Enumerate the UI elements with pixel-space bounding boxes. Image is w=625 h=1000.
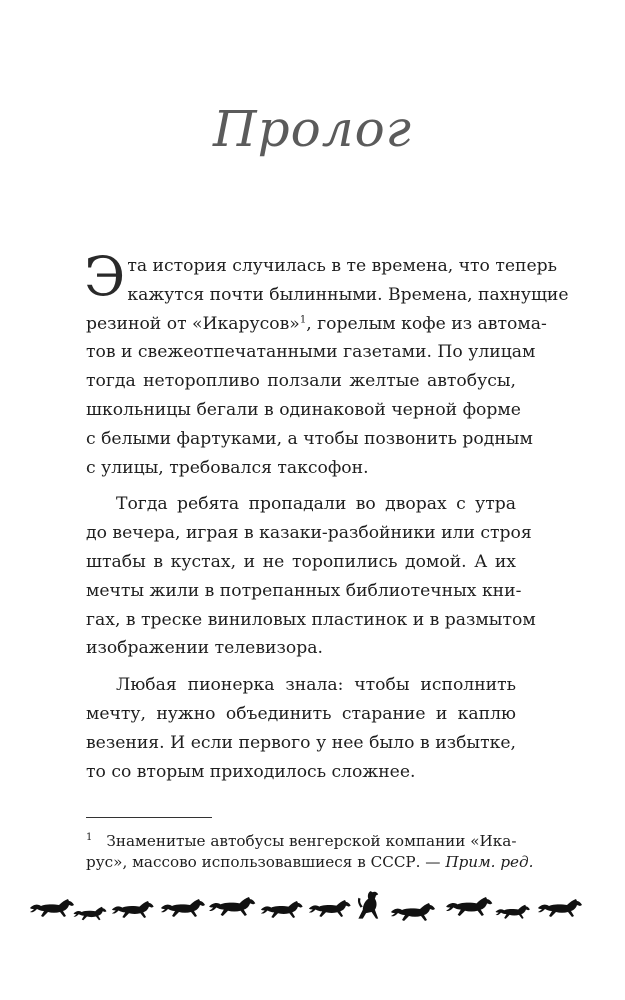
footnote-ref[interactable]: 1	[299, 313, 307, 325]
text-line: мечту, нужно объединить старание и каплю	[86, 703, 516, 724]
text-line: та история случилась в те времена, что теперь	[127, 256, 557, 276]
body-text	[84, 245, 569, 786]
text-line: Любая пионерка знала: чтобы исполнить	[116, 675, 516, 696]
drop-cap: Э	[84, 245, 126, 308]
chapter-title: Пролог	[213, 100, 412, 158]
text-line: с улицы, требовался таксофон.	[86, 457, 369, 478]
text-line: тогда неторопливо ползали желтые автобусы,	[86, 371, 516, 392]
text-line: гах, в треске виниловых пластинок и в размытом	[86, 609, 536, 630]
text-line: мечты жили в потрепанных библиотечных кни-	[86, 580, 522, 601]
text-span: резиной от «Икарусов»	[86, 313, 300, 334]
footnote-line	[86, 850, 534, 874]
text-span: Знаменитые автобусы венгерской компании «Ика-	[106, 832, 517, 851]
text-line: изображении телевизора.	[86, 638, 323, 659]
text-span: рус», массово использовавшиеся в СССР. —	[86, 853, 446, 871]
footnote	[86, 826, 534, 874]
text-line: кажутся почти былинными. Времена, пахнущие	[127, 284, 569, 305]
text-line: с белыми фартуками, а чтобы позвонить родным	[86, 428, 533, 449]
text-line: то со вторым приходилось сложнее.	[86, 761, 416, 782]
footnote-line	[86, 826, 516, 850]
text-line: тов и свежеотпечатанными газетами. По улицам	[86, 342, 536, 363]
text-line	[86, 310, 547, 339]
footnote-divider	[86, 817, 212, 818]
text-line: везения. И если первого у нее было в избытке,	[86, 732, 516, 753]
footnote-number: 1	[86, 832, 93, 843]
paragraph-1	[84, 245, 569, 482]
text-line: до вечера, играя в казаки-разбойники или строя	[86, 523, 532, 544]
text-span: , горелым кофе из автома-	[306, 313, 547, 334]
paragraph-2	[86, 490, 536, 663]
paragraph-3	[86, 671, 516, 786]
galloping-horses-icon	[24, 880, 601, 940]
editor-note: Прим. ред.	[445, 853, 534, 871]
text-line: школьницы бегали в одинаковой черной форме	[86, 399, 521, 420]
text-line: Тогда ребята пропадали во дворах с утра	[116, 494, 516, 515]
text-line: штабы в кустах, и не торопились домой. А их	[86, 551, 516, 572]
